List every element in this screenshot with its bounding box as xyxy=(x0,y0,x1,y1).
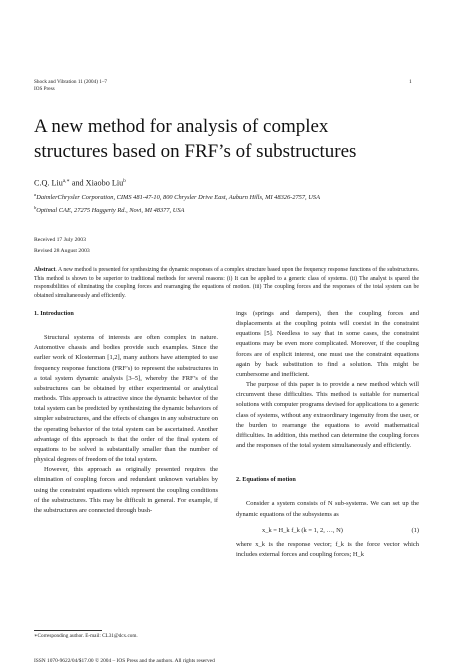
intro-paragraph-1: Structural systems of interests are often complex in nature. Automotive chassis and bodies provide such examples. Since the earlier work of Klosterman [1,2], many authors have attempted to use frequency response functions (FRF’s) to represent the substructures in a total system dynamic analysis [3–5], whereby the FRF’s of the substructures can be obtained by either experimental or analytical methods. This approach is attractive since the dynamic behavior of the total system can be predicted by synthesizing the dynamic behaviors of simpler substructures, and the effects of changes in any substructure on the operating behavior of the total system can be ascertained. Another advantage of this approach is that the order of the final system of equations to be solved is substantially smaller than the number of physical degrees of freedom of the total system. xyxy=(34,334,218,464)
author-list xyxy=(34,178,126,188)
right-column xyxy=(236,309,419,560)
equations-paragraph-1: Consider a system consists of N sub-systems. We can set up the dynamic equations of the subsystems as xyxy=(236,500,419,518)
affiliation-a: $^a$DaimlerChrysler Corporation, CIMS 481-47-10, 800 Chrysler Drive East, Auburn Hills, MI 48326-2757, USA xyxy=(34,192,320,202)
journal-header xyxy=(34,79,107,93)
corresponding-author-footnote: ∗Corresponding author. E-mail: CL31@dcx.com. xyxy=(34,633,138,639)
received-date: Received 17 July 2003 xyxy=(34,237,86,243)
intro-paragraph-4: The purpose of this paper is to provide a new method which will circumvent these difficulties. This method is suitable for numerical solutions with computer programs devised for applications to a generic class of systems, without any extraordinary ingenuity from the user, or the burden to rearrange the equations to avoid mathematical difficulties. In addition, this method can determine the coupling forces and the responses of the total system simultaneously and efficiently. xyxy=(236,381,419,450)
author-1-marks: a,∗ xyxy=(62,179,70,184)
title-line-2: structures based on FRF’s of substructures xyxy=(34,141,357,162)
equation-1 xyxy=(236,526,419,536)
section-1-heading: 1. Introduction xyxy=(34,310,74,317)
issn-line: ISSN 1070-9622/04/$17.00 © 2004 – IOS Press and the authors. All rights reserved xyxy=(34,658,215,664)
equation-1-number: (1) xyxy=(411,526,419,534)
journal-citation: Shock and Vibration 11 (2004) 1–7 xyxy=(34,79,108,85)
left-column xyxy=(34,309,218,516)
section-2-heading: 2. Equations of motion xyxy=(236,476,296,484)
equations-paragraph-2: where x_k is the response vector; f_k is the force vector which includes external forces and coupling forces; H_k xyxy=(236,540,419,558)
author-2-mark: b xyxy=(123,179,126,184)
author-2: and Xiaobo Liu xyxy=(69,178,124,188)
affiliations xyxy=(34,190,320,217)
intro-paragraph-3: ings (springs and dampers), then the coupling forces and displacements at the coupling points will coexist in the constraint equations [5]. Needless to say that in some cases, the constraint equations may be even more complicated. Moreover, if the coupling forces are of explicit interest, one must use the constraint equations again by back substitution to find a solution. This might be cumbersome and inefficient. xyxy=(236,310,419,378)
author-1: C.Q. Liu xyxy=(34,178,63,188)
title-line-1: A new method for analysis of complex xyxy=(34,116,329,137)
abstract xyxy=(34,266,419,301)
affiliation-b: $^b$Optimal CAE, 27275 Haggerty Rd., Novi, MI 48377, USA xyxy=(34,205,185,215)
abstract-text: . A new method is presented for synthesizing the dynamic responses of a complex structure based upon the frequency response functions of the substructures. This method is shown to be superior to traditional methods for several reasons: (i) It can be applied to a generic class of systems. (ii) The analyst is spared the responsibilities of eliminating the coupling forces and rearranging the equations of motion. (iii) The coupling forces and the responses of the total system can be obtained simultaneously and efficiently. xyxy=(34,267,419,300)
publisher-name: IOS Press xyxy=(34,86,55,92)
history-dates xyxy=(34,235,90,256)
paper-title xyxy=(34,114,454,164)
footnote-rule xyxy=(34,630,102,631)
revised-date: Revised 28 August 2003 xyxy=(34,247,90,254)
abstract-label: Abstract xyxy=(34,267,56,273)
intro-paragraph-2: However, this approach as originally presented requires the elimination of coupling forces and redundant unknown variables by using the constraint equations which represent the coupling conditions of the substructures. This may be difficult in general. For example, if the substructures are connected through bush- xyxy=(34,466,218,514)
page-number: 1 xyxy=(409,79,412,85)
equation-1-body: x_k = H_k f_k (k = 1, 2, …, N) xyxy=(262,526,343,534)
